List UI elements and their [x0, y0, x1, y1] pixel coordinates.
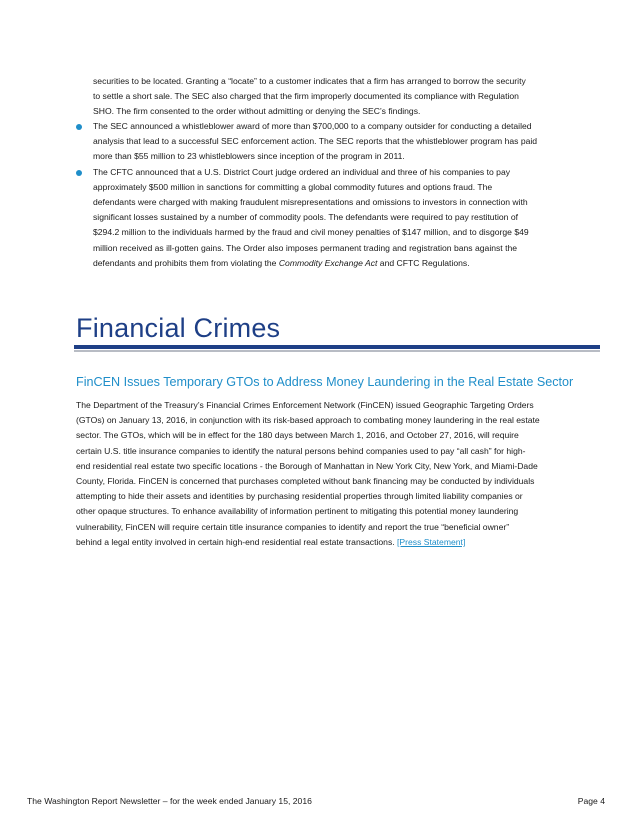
- section-title: Financial Crimes: [76, 313, 281, 343]
- text-line: certain U.S. title insurance companies to identify the natural persons behind companies used to pay “all cash” for high-: [76, 445, 526, 456]
- text-line: attempting to hide their assets and identities by purchasing residential properties through limited liability companies or: [76, 491, 523, 502]
- section-divider-shadow: [74, 350, 600, 352]
- footer-title: The Washington Report Newsletter – for the week ended January 15, 2016: [27, 796, 312, 806]
- text-line: million received as ill-gotten gains. The Order also imposes permanent trading and registration bans against the: [93, 242, 518, 253]
- text-line: $294.2 million to the individuals harmed by the fraud and civil money penalties of $147 million, and to disgorge $49: [93, 227, 529, 238]
- text-line: analysis that lead to a successful SEC enforcement action. The SEC reports that the whistleblower program has paid: [93, 136, 538, 147]
- bullet-list: [76, 119, 590, 271]
- text-line: (GTOs) on January 13, 2016, in conjunction with its risk-based approach to combating money laundering in the real estate: [76, 415, 540, 426]
- text-line: The SEC announced a whistleblower award of more than $700,000 to a company outsider for conducting a detailed: [93, 121, 532, 131]
- act-name: Commodity Exchange Act: [278, 257, 378, 268]
- text-line: securities to be located. Granting a “locate” to a customer indicates that a firm has arranged to borrow the security: [93, 76, 526, 86]
- article-body: [76, 398, 590, 550]
- text-line: and CFTC Regulations.: [377, 257, 470, 268]
- page-number: Page 4: [577, 796, 605, 806]
- bullet-item: [76, 165, 590, 271]
- continued-paragraph: [93, 74, 590, 120]
- text-line: The Department of the Treasury’s Financial Crimes Enforcement Network (FinCEN) issued Geographic Targeting Orders: [76, 400, 534, 410]
- text-line: SHO. The firm consented to the order without admitting or denying the SEC’s findings.: [93, 106, 421, 117]
- text-line: end residential real estate two specific locations - the Borough of Manhattan in New York City, New York, and Miami-Dade: [76, 460, 538, 471]
- text-line: defendants and prohibits them from violating the: [93, 257, 279, 268]
- text-line: to settle a short sale. The SEC also charged that the firm improperly documented its compliance with Regulation: [93, 91, 519, 102]
- text-line: defendants were charged with making fraudulent misrepresentations and omissions to investors in connection with: [93, 197, 528, 208]
- bullet-item: [76, 119, 590, 165]
- text-line: The CFTC announced that a U.S. District Court judge ordered an individual and three of his companies to pay: [93, 166, 511, 177]
- article-title: FinCEN Issues Temporary GTOs to Address Money Laundering in the Real Estate Sector: [76, 375, 574, 389]
- text-line: more than $55 million to 23 whistleblowers since inception of the program in 2011.: [93, 151, 405, 162]
- section-divider: [74, 345, 600, 349]
- bullet-icon: [76, 170, 82, 176]
- text-line: significant losses sustained by a number of commodity pools. The defendants were required to pay restitution of: [93, 212, 518, 223]
- text-line: vulnerability, FinCEN will require certain title insurance companies to identify and report the true “beneficial owner”: [76, 521, 510, 532]
- text-line: sector. The GTOs, which will be in effect for the 180 days between March 1, 2016, and October 27, 2016, will require: [76, 430, 519, 441]
- press-statement-link[interactable]: [Press Statement]: [397, 536, 466, 547]
- text-line: other opaque structures. To enhance availability of information pertinent to mitigating this potential money laundering: [76, 506, 519, 517]
- text-line: approximately $500 million in sanctions for committing a global commodity futures and options fraud. The: [93, 181, 493, 192]
- text-line: County, Florida. FinCEN is concerned that purchases completed without bank financing may be conducted by individuals: [76, 476, 535, 487]
- bullet-icon: [76, 124, 82, 130]
- text-line: behind a legal entity involved in certain high-end residential real estate transactions.: [76, 536, 398, 547]
